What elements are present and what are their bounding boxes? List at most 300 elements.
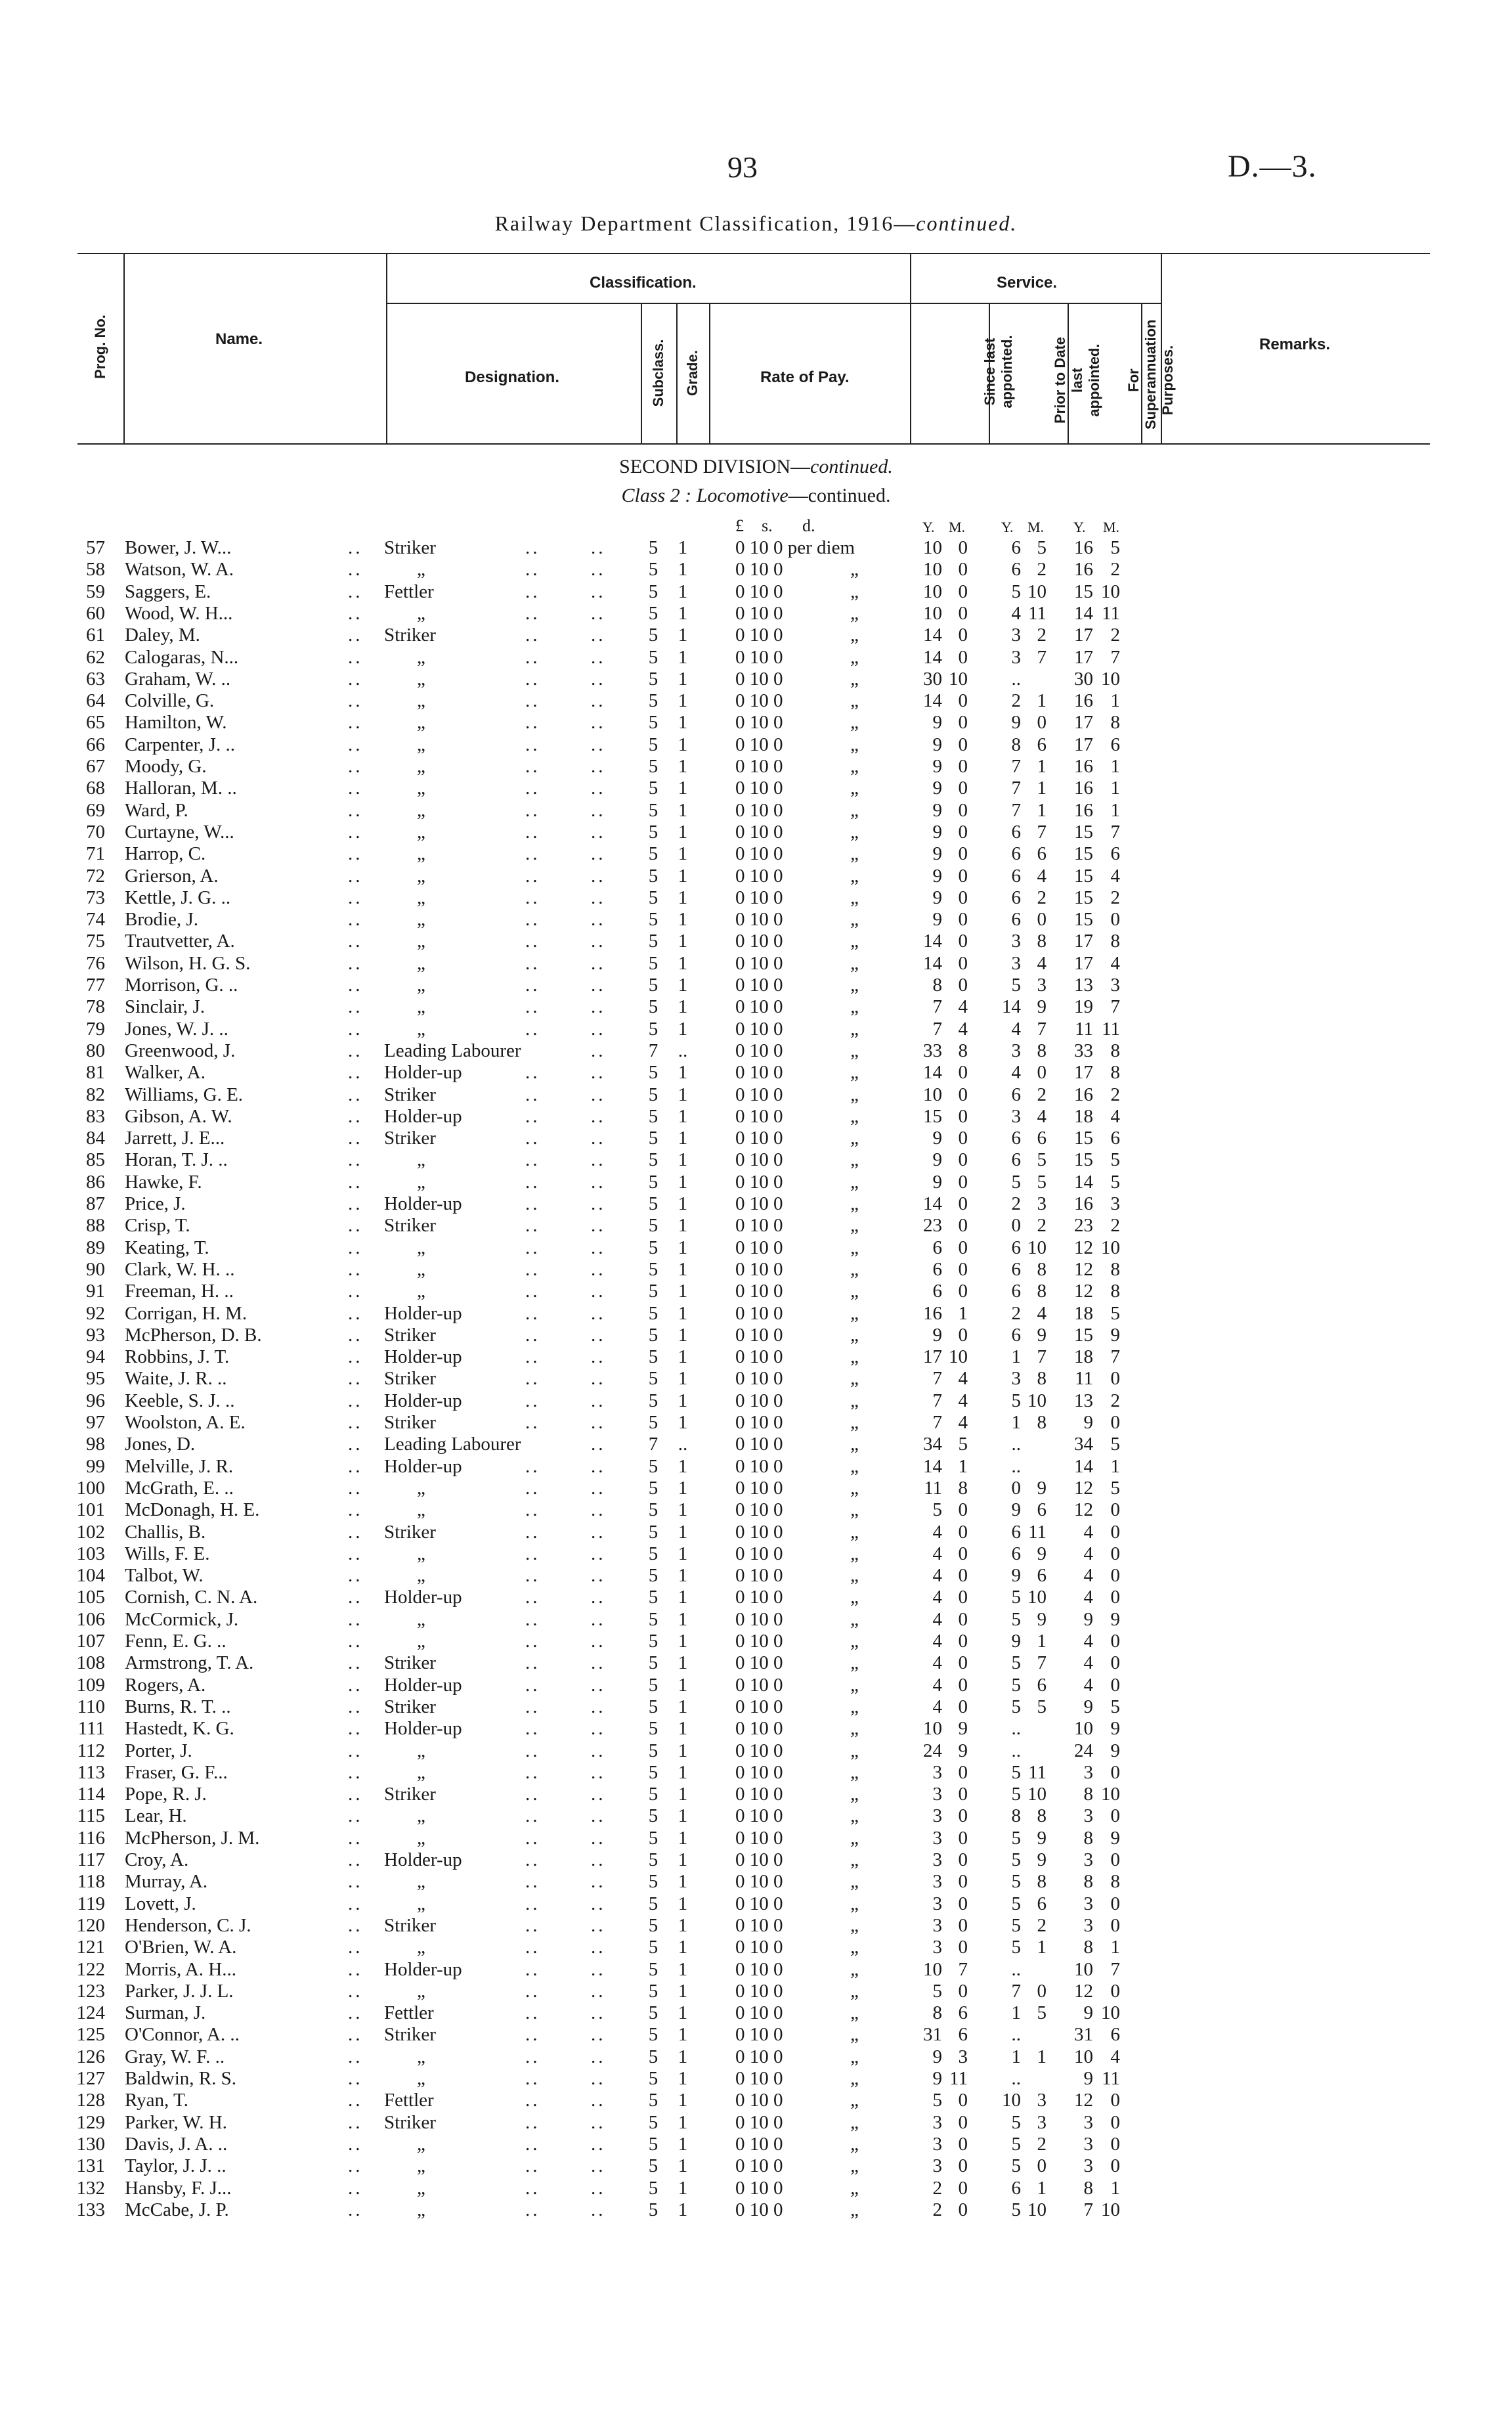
employee-name: O'Connor, A. .. <box>125 2024 240 2045</box>
prog-number: 106 <box>76 1609 105 1630</box>
subclass: 5 <box>648 2112 659 2133</box>
grade: 1 <box>678 2068 688 2089</box>
leader-dots: .. <box>348 1456 363 1477</box>
prog-number: 78 <box>86 996 105 1017</box>
ditto-mark: „ <box>850 1565 861 1586</box>
subclass: 5 <box>648 1390 659 1411</box>
designation: „ <box>417 1565 425 1586</box>
prior-years: 3 <box>1011 953 1021 974</box>
ditto-mark: „ <box>850 866 861 887</box>
since-years: 14 <box>923 953 942 974</box>
since-months: 0 <box>958 1281 968 1302</box>
ditto-mark: „ <box>850 1172 861 1193</box>
prog-number: 64 <box>86 690 105 711</box>
super-months: 0 <box>1110 1499 1120 1520</box>
leader-dots: .. <box>525 1937 540 1958</box>
super-years: 17 <box>1074 953 1093 974</box>
grade: 1 <box>678 909 688 930</box>
employee-name: Brodie, J. <box>125 909 198 930</box>
prog-number: 133 <box>76 2199 105 2220</box>
employee-name: Lovett, J. <box>125 1893 196 1914</box>
prior-years: 8 <box>1011 1805 1021 1826</box>
prior-years: 5 <box>1011 1937 1021 1958</box>
ditto-mark: „ <box>850 603 861 624</box>
subclass: 5 <box>648 931 659 952</box>
designation: Holder-up <box>384 1346 462 1367</box>
leader-dots: .. <box>525 581 540 602</box>
grade: 1 <box>678 2046 688 2067</box>
rate-of-pay: 0 10 0 <box>735 1696 783 1717</box>
grade: 1 <box>678 1149 688 1170</box>
grade: 1 <box>678 1543 688 1564</box>
table-row <box>0 1478 1512 1499</box>
table-row <box>0 1303 1512 1325</box>
prog-number: 84 <box>86 1128 105 1149</box>
super-months: 11 <box>1102 1019 1120 1040</box>
rate-of-pay: 0 10 0 <box>735 690 783 711</box>
grade: 1 <box>678 2178 688 2199</box>
leader-dots: .. <box>348 931 363 952</box>
leader-dots: .. <box>591 581 606 602</box>
rate-of-pay: 0 10 0 <box>735 2112 783 2133</box>
employee-name: Calogaras, N... <box>125 647 239 668</box>
leader-dots: .. <box>591 1390 606 1411</box>
super-years: 16 <box>1074 1084 1093 1105</box>
since-years: 14 <box>923 1062 942 1083</box>
super-years: 11 <box>1075 1368 1093 1389</box>
since-years: 3 <box>932 1893 942 1914</box>
prior-years: 5 <box>1011 1784 1021 1805</box>
table-row <box>0 1565 1512 1587</box>
leader-dots: .. <box>591 625 606 646</box>
super-months: 5 <box>1110 537 1120 558</box>
super-months: 0 <box>1110 1652 1120 1673</box>
since-months: 9 <box>958 1718 968 1739</box>
super-years: 23 <box>1074 1215 1093 1236</box>
prior-months: 6 <box>1037 734 1047 755</box>
rate-of-pay: 0 10 0 <box>735 1652 783 1673</box>
ditto-mark: „ <box>850 778 861 799</box>
table-row <box>0 1784 1512 1805</box>
super-years: 12 <box>1074 1478 1093 1499</box>
table-row <box>0 559 1512 581</box>
grade: 1 <box>678 734 688 755</box>
super-months: 0 <box>1110 1849 1120 1870</box>
prior-years: 5 <box>1011 2199 1021 2220</box>
prior-months: 0 <box>1037 909 1047 930</box>
leader-dots: .. <box>525 1237 540 1258</box>
prior-months: 9 <box>1037 1325 1047 1346</box>
super-years: 12 <box>1074 2090 1093 2111</box>
prior-years: 6 <box>1011 1237 1021 1258</box>
super-months: 2 <box>1110 1390 1120 1411</box>
leader-dots: .. <box>348 1040 363 1061</box>
subclass: 5 <box>648 975 659 996</box>
prog-number: 132 <box>76 2178 105 2199</box>
since-years: 10 <box>923 1718 942 1739</box>
designation: Striker <box>384 625 436 646</box>
prior-years: 5 <box>1011 1915 1021 1936</box>
ditto-mark: „ <box>850 1937 861 1958</box>
super-months: 5 <box>1110 1478 1120 1499</box>
leader-dots: .. <box>348 734 363 755</box>
employee-name: Halloran, M. .. <box>125 778 237 799</box>
since-months: 0 <box>958 909 968 930</box>
prior-months: 7 <box>1037 822 1047 843</box>
super-months: 8 <box>1110 1871 1120 1892</box>
grade: 1 <box>678 2134 688 2155</box>
since-months: 0 <box>958 2178 968 2199</box>
leader-dots: .. <box>348 1412 363 1433</box>
grade: 1 <box>678 1740 688 1761</box>
super-months: 9 <box>1110 1740 1120 1761</box>
super-months: 7 <box>1110 1959 1120 1980</box>
leader-dots: .. <box>348 559 363 580</box>
since-years: 6 <box>932 1259 942 1280</box>
super-months: 0 <box>1110 909 1120 930</box>
since-years: 6 <box>932 1237 942 1258</box>
rate-of-pay: 0 10 0 <box>735 931 783 952</box>
leader-dots: .. <box>348 603 363 624</box>
unit-pence: d. <box>802 516 815 535</box>
table-row <box>0 800 1512 822</box>
super-months: 1 <box>1110 800 1120 821</box>
grade: 1 <box>678 1718 688 1739</box>
table-row <box>0 1128 1512 1149</box>
ditto-mark: „ <box>850 2002 861 2023</box>
ditto-mark: „ <box>850 690 861 711</box>
prog-number: 73 <box>86 887 105 908</box>
grade: 1 <box>678 625 688 646</box>
prog-number: 122 <box>76 1959 105 1980</box>
super-months: 0 <box>1110 1587 1120 1608</box>
super-years: 4 <box>1083 1587 1093 1608</box>
prog-number: 81 <box>86 1062 105 1083</box>
since-years: 4 <box>932 1652 942 1673</box>
super-months: 1 <box>1110 756 1120 777</box>
leader-dots: .. <box>525 1718 540 1739</box>
super-months: 5 <box>1110 1696 1120 1717</box>
super-months: 11 <box>1102 2068 1120 2089</box>
leader-dots: .. <box>348 975 363 996</box>
subclass: 5 <box>648 690 659 711</box>
super-years: 4 <box>1083 1522 1093 1543</box>
since-months: 0 <box>958 1696 968 1717</box>
super-years: 10 <box>1074 2046 1093 2067</box>
employee-name: Sinclair, J. <box>125 996 205 1017</box>
prior-months: 1 <box>1037 800 1047 821</box>
employee-name: Gray, W. F. .. <box>125 2046 225 2067</box>
super-years: 15 <box>1074 1149 1093 1170</box>
super-months: 4 <box>1110 866 1120 887</box>
table-row <box>0 1084 1512 1106</box>
subclass: 5 <box>648 647 659 668</box>
since-years: 9 <box>932 2068 942 2089</box>
subclass: 5 <box>648 866 659 887</box>
super-months: 1 <box>1110 778 1120 799</box>
employee-name: Keating, T. <box>125 1237 209 1258</box>
leader-dots: .. <box>525 931 540 952</box>
leader-dots: .. <box>348 2134 363 2155</box>
table-row <box>0 734 1512 756</box>
prior-months: 9 <box>1037 996 1047 1017</box>
super-months: 8 <box>1110 1062 1120 1083</box>
super-months: 5 <box>1110 1434 1120 1455</box>
super-months: 9 <box>1110 1718 1120 1739</box>
rate-of-pay: 0 10 0 <box>735 1084 783 1105</box>
rate-of-pay: 0 10 0 <box>735 1762 783 1783</box>
since-months: 0 <box>958 1325 968 1346</box>
leader-dots: .. <box>525 1805 540 1826</box>
super-months: 7 <box>1110 647 1120 668</box>
leader-dots: .. <box>591 1828 606 1849</box>
subclass: 5 <box>648 1740 659 1761</box>
employee-name: Croy, A. <box>125 1849 189 1870</box>
prog-number: 128 <box>76 2090 105 2111</box>
prior-years: 2 <box>1011 1303 1021 1324</box>
prior-years: 7 <box>1011 778 1021 799</box>
prog-number: 105 <box>76 1587 105 1608</box>
since-years: 5 <box>932 1981 942 2002</box>
prior-years: 6 <box>1011 2178 1021 2199</box>
rate-of-pay: 0 10 0 <box>735 1019 783 1040</box>
designation: „ <box>417 2068 425 2089</box>
leader-dots: .. <box>591 1237 606 1258</box>
prior-years: 5 <box>1011 1609 1021 1630</box>
prior-months: 2 <box>1037 625 1047 646</box>
rate-of-pay: 0 10 0 <box>735 1456 783 1477</box>
prior-years: 6 <box>1011 1084 1021 1105</box>
leader-dots: .. <box>525 1915 540 1936</box>
leader-dots: .. <box>591 778 606 799</box>
table-row <box>0 2199 1512 2221</box>
ditto-mark: „ <box>850 1587 861 1608</box>
super-years: 31 <box>1074 2024 1093 2045</box>
prior-years: .. <box>1011 1456 1021 1477</box>
since-years: 9 <box>932 1172 942 1193</box>
super-years: 14 <box>1074 603 1093 624</box>
leader-dots: .. <box>348 756 363 777</box>
prior-years: 5 <box>1011 2134 1021 2155</box>
grade: 1 <box>678 1522 688 1543</box>
since-years: 3 <box>932 1784 942 1805</box>
prior-months: 1 <box>1037 1631 1047 1652</box>
subclass: 5 <box>648 625 659 646</box>
employee-name: Hansby, F. J... <box>125 2178 232 2199</box>
leader-dots: .. <box>525 1587 540 1608</box>
designation: „ <box>417 909 425 930</box>
prog-number: 58 <box>86 559 105 580</box>
prog-number: 69 <box>86 800 105 821</box>
leader-dots: .. <box>591 734 606 755</box>
since-months: 4 <box>958 996 968 1017</box>
designation: Holder-up <box>384 1303 462 1324</box>
since-years: 9 <box>932 2046 942 2067</box>
grade: 1 <box>678 1325 688 1346</box>
super-months: 0 <box>1110 1543 1120 1564</box>
table-row <box>0 1062 1512 1084</box>
leader-dots: .. <box>525 1128 540 1149</box>
prior-months: 2 <box>1037 2134 1047 2155</box>
leader-dots: .. <box>525 1172 540 1193</box>
grade: 1 <box>678 866 688 887</box>
employee-name: Grierson, A. <box>125 866 219 887</box>
table-header <box>77 253 1430 445</box>
grade: 1 <box>678 822 688 843</box>
unit-pound: £ <box>735 516 744 535</box>
super-years: 17 <box>1074 931 1093 952</box>
designation: „ <box>417 559 425 580</box>
subclass: 5 <box>648 581 659 602</box>
subclass: 5 <box>648 1587 659 1608</box>
ditto-mark: „ <box>850 1281 861 1302</box>
super-years: 12 <box>1074 1237 1093 1258</box>
header-name: Name. <box>215 330 263 348</box>
subclass: 5 <box>648 1849 659 1870</box>
employee-name: Taylor, J. J. .. <box>125 2155 227 2176</box>
table-row <box>0 1959 1512 1981</box>
leader-dots: .. <box>525 1084 540 1105</box>
prior-months: 6 <box>1037 1565 1047 1586</box>
prior-years: 0 <box>1011 1215 1021 1236</box>
rate-of-pay: 0 10 0 <box>735 1959 783 1980</box>
since-months: 11 <box>949 2068 968 2089</box>
prior-months: 5 <box>1037 1696 1047 1717</box>
since-years: 10 <box>923 559 942 580</box>
leader-dots: .. <box>591 669 606 690</box>
prior-years: .. <box>1011 2024 1021 2045</box>
leader-dots: .. <box>591 1784 606 1805</box>
table-row <box>0 953 1512 975</box>
leader-dots: .. <box>348 2155 363 2176</box>
prior-years: 6 <box>1011 866 1021 887</box>
ditto-mark: „ <box>850 2090 861 2111</box>
since-months: 0 <box>958 1631 968 1652</box>
prior-years: 9 <box>1011 1565 1021 1586</box>
prior-years: 9 <box>1011 1499 1021 1520</box>
grade: 1 <box>678 1412 688 1433</box>
super-months: 4 <box>1110 1106 1120 1127</box>
since-years: 30 <box>923 669 942 690</box>
table-row <box>0 537 1512 559</box>
leader-dots: .. <box>348 1718 363 1739</box>
prior-years: 5 <box>1011 581 1021 602</box>
super-years: 30 <box>1074 669 1093 690</box>
prior-years: 6 <box>1011 1325 1021 1346</box>
leader-dots: .. <box>591 1499 606 1520</box>
since-months: 0 <box>958 1849 968 1870</box>
subclass: 5 <box>648 1325 659 1346</box>
super-years: 9 <box>1083 1696 1093 1717</box>
leader-dots: .. <box>348 1915 363 1936</box>
leader-dots: .. <box>591 2155 606 2176</box>
leader-dots: .. <box>525 1149 540 1170</box>
table-row <box>0 1434 1512 1455</box>
ditto-mark: „ <box>850 1499 861 1520</box>
grade: 1 <box>678 581 688 602</box>
prior-months: 0 <box>1037 1062 1047 1083</box>
ditto-mark: „ <box>850 1478 861 1499</box>
prior-years: 3 <box>1011 625 1021 646</box>
leader-dots: .. <box>591 2199 606 2220</box>
table-row <box>0 1040 1512 1062</box>
grade: 1 <box>678 800 688 821</box>
grade: .. <box>678 1434 688 1455</box>
table-row <box>0 996 1512 1018</box>
grade: 1 <box>678 690 688 711</box>
prog-number: 93 <box>86 1325 105 1346</box>
prog-number: 131 <box>76 2155 105 2176</box>
subclass: 5 <box>648 756 659 777</box>
since-years: 15 <box>923 1106 942 1127</box>
super-months: 0 <box>1110 2134 1120 2155</box>
prior-months: 1 <box>1037 2178 1047 2199</box>
prior-years: .. <box>1011 1959 1021 1980</box>
leader-dots: .. <box>591 931 606 952</box>
leader-dots: .. <box>591 1959 606 1980</box>
super-months: 3 <box>1110 1193 1120 1214</box>
leader-dots: .. <box>348 1390 363 1411</box>
leader-dots: .. <box>348 1172 363 1193</box>
rate-of-pay: 0 10 0 <box>735 1478 783 1499</box>
super-months: 0 <box>1110 2112 1120 2133</box>
leader-dots: .. <box>348 1631 363 1652</box>
designation: Holder-up <box>384 1456 462 1477</box>
rate-of-pay: 0 10 0 <box>735 1718 783 1739</box>
prior-months: 8 <box>1037 1805 1047 1826</box>
class-title <box>0 485 1512 507</box>
rate-of-pay: 0 10 0 <box>735 756 783 777</box>
prog-number: 126 <box>76 2046 105 2067</box>
table-row <box>0 1412 1512 1434</box>
prog-number: 123 <box>76 1981 105 2002</box>
designation: „ <box>417 1828 425 1849</box>
leader-dots: .. <box>591 996 606 1017</box>
designation: Striker <box>384 537 436 558</box>
since-years: 34 <box>923 1434 942 1455</box>
leader-dots: .. <box>591 2068 606 2089</box>
prog-number: 115 <box>77 1805 105 1826</box>
leader-dots: .. <box>525 2155 540 2176</box>
since-years: 9 <box>932 1128 942 1149</box>
leader-dots: .. <box>591 887 606 908</box>
prog-number: 114 <box>77 1784 105 1805</box>
prog-number: 96 <box>86 1390 105 1411</box>
leader-dots: .. <box>591 1871 606 1892</box>
leader-dots: .. <box>348 1762 363 1783</box>
ditto-mark: „ <box>850 1062 861 1083</box>
subclass: 5 <box>648 1478 659 1499</box>
leader-dots: .. <box>591 1281 606 1302</box>
designation: „ <box>417 1478 425 1499</box>
ditto-mark: „ <box>850 2134 861 2155</box>
super-months: 11 <box>1102 603 1120 624</box>
leader-dots: .. <box>525 866 540 887</box>
prior-months: 10 <box>1027 1390 1047 1411</box>
table-row <box>0 1346 1512 1368</box>
leader-dots: .. <box>348 800 363 821</box>
subclass: 5 <box>648 2178 659 2199</box>
since-years: 14 <box>923 625 942 646</box>
subclass: 5 <box>648 1893 659 1914</box>
ditto-mark: „ <box>850 1805 861 1826</box>
leader-dots: .. <box>591 953 606 974</box>
leader-dots: .. <box>525 1981 540 2002</box>
prior-years: .. <box>1011 1740 1021 1761</box>
prior-years: .. <box>1011 1718 1021 1739</box>
super-months: 6 <box>1110 734 1120 755</box>
since-years: 4 <box>932 1565 942 1586</box>
